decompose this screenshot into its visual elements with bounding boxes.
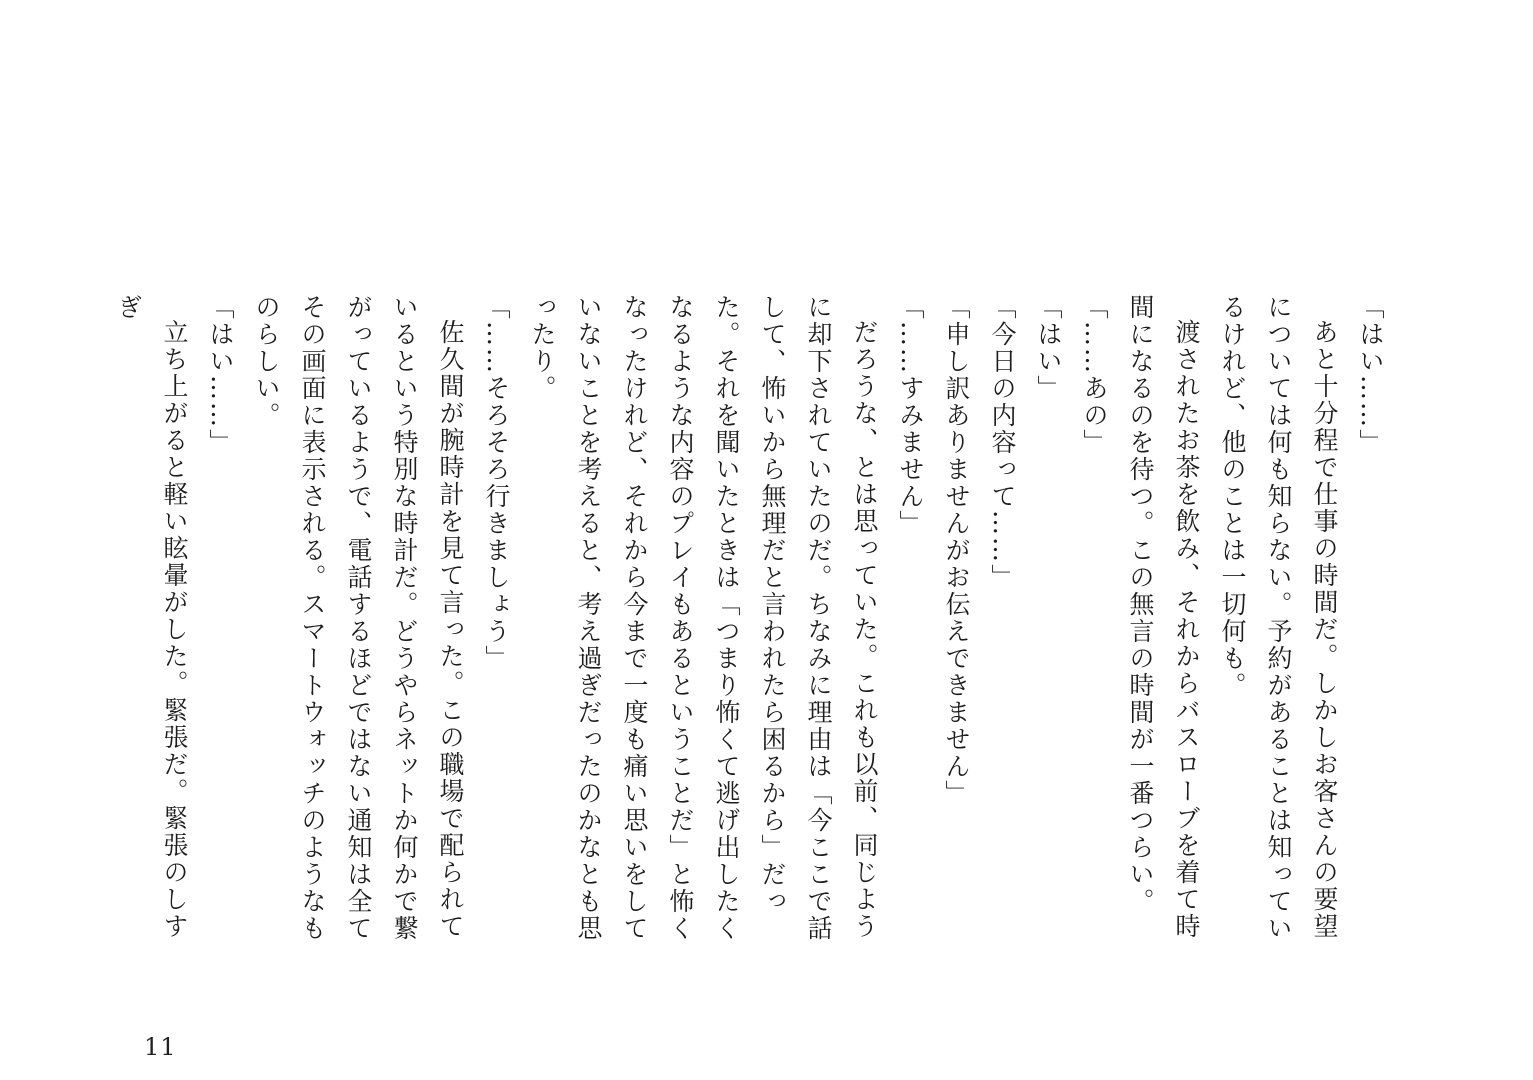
paragraph: 「……そろそろ行きましょう」 (482, 294, 511, 672)
paragraph: 立ち上がると軽い眩暈がした。緊張だ。緊張のしすぎ (114, 294, 189, 940)
paragraph: 「はい……」 (1356, 294, 1385, 456)
paragraph: 「はい……」 (206, 294, 235, 456)
paragraph: 「申し訳ありませんがお伝えできません」 (942, 294, 971, 807)
paragraph: あと十分程で仕事の時間だ。しかしお客さんの要望については何も知らない。予約があることは知っているけれど、他のことは一切何も。 (1218, 294, 1339, 942)
text-block (105, 294, 1393, 954)
paragraph: 「はい」 (1034, 294, 1063, 402)
paragraph: 佐久間が腕時計を見て言った。この職場で配られているという特別な時計だ。どうやらネットか何かで繋がっているようで、電話するほどではない通知は全てその画面に表示される。スマートウォッチのようなものらしい。 (252, 294, 465, 942)
paragraph: 渡されたお茶を飲み、それからバスローブを着て時間になるのを待つ。この無言の時間が一番つらい。 (1126, 294, 1201, 940)
paragraph: 「……あの」 (1080, 294, 1109, 456)
paragraph: 「今日の内容って……」 (988, 294, 1017, 591)
paragraph: だろうな、とは思っていた。これも以前、同じように却下されていたのだ。ちなみに理由は「今ここで話して、怖いから無理だと言われたら困るから」だった。それを聞いたときは「つまり怖くて逃げ出したくなるような内容のプレイもあるということだ」と怖くなったけれど、それから今まで一度も痛い思いをしていないことを考えると、考え過ぎだったのかなとも思ったり。 (528, 294, 879, 942)
paragraph: 「……すみません」 (896, 294, 925, 537)
page-number: 11 (144, 1033, 177, 1061)
